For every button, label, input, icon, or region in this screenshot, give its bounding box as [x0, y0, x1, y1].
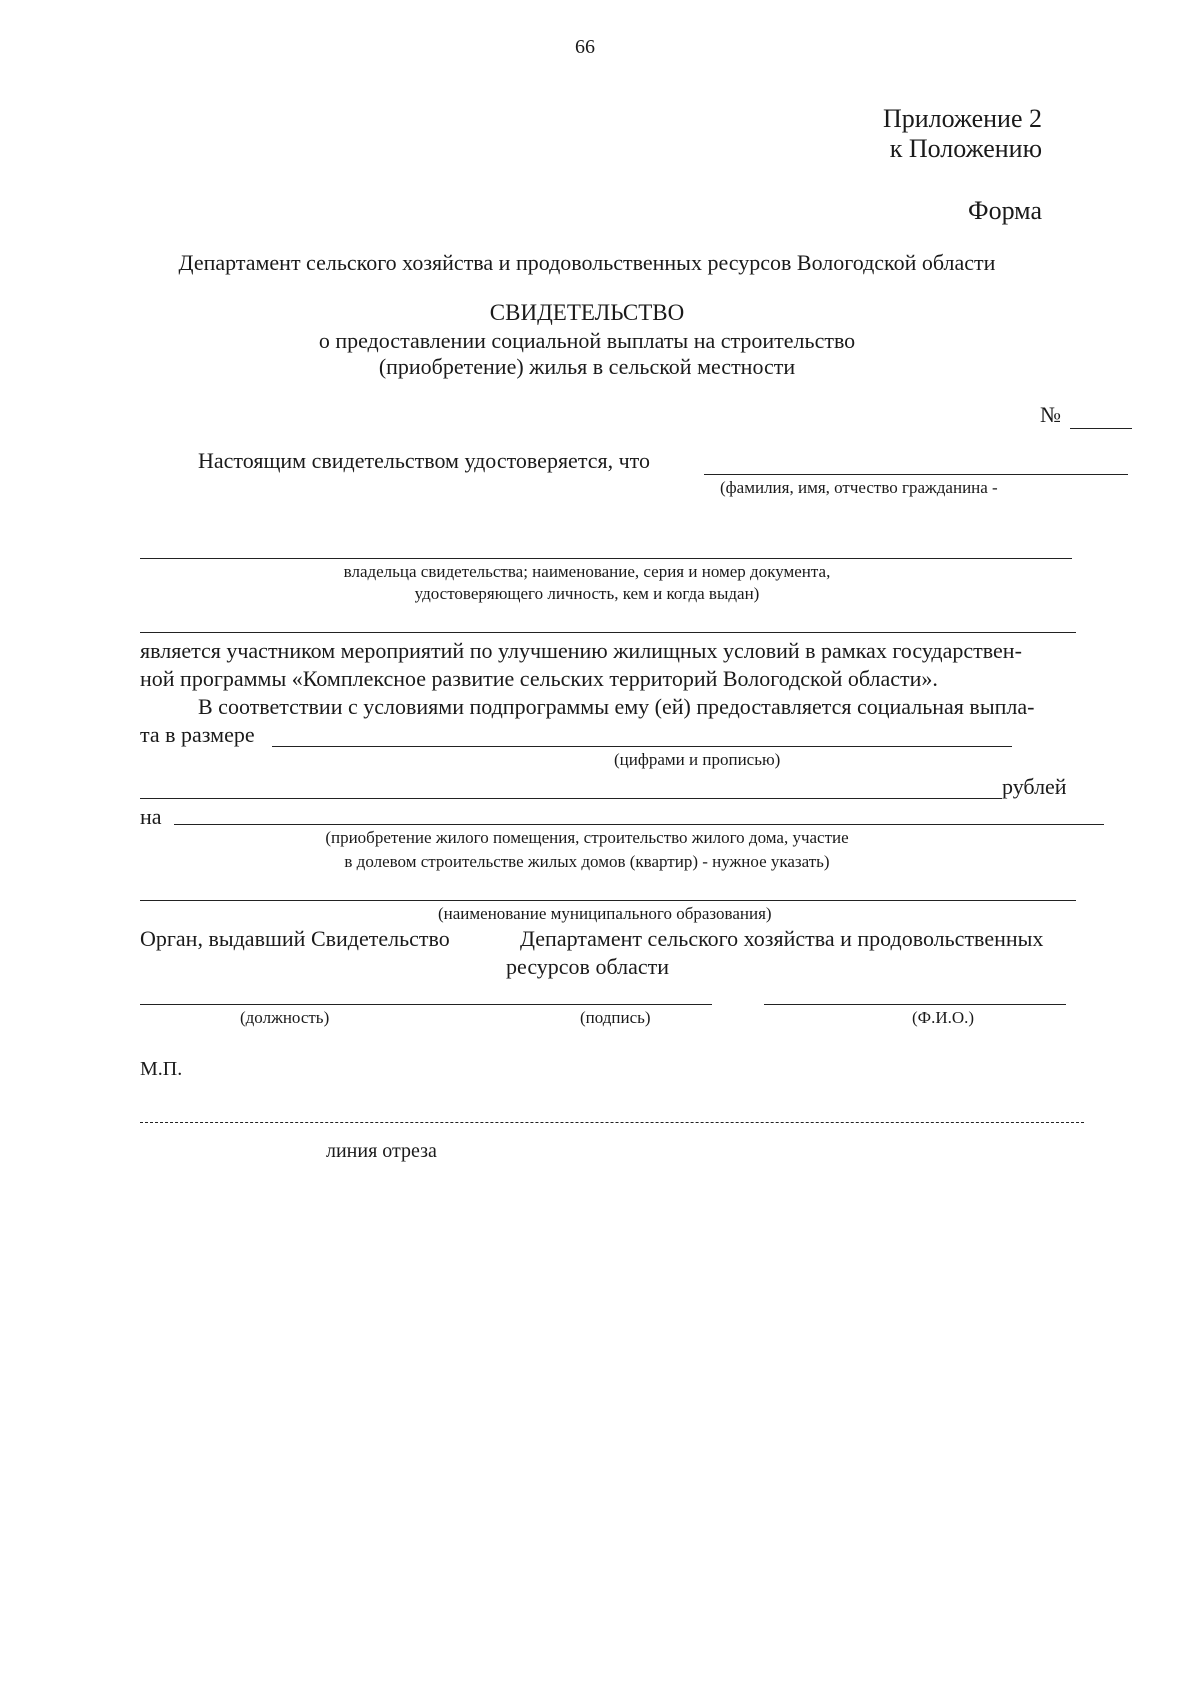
stamp-placeholder: М.П. [140, 1058, 183, 1080]
fio-signature-hint: (Ф.И.О.) [912, 1008, 975, 1027]
purpose-hint-1: (приобретение жилого помещения, строительство жилого дома, участие [325, 828, 849, 847]
owner-hint-1: владельца свидетельства; наименование, серия и номер документа, [343, 562, 831, 581]
owner-field-line [140, 558, 1072, 559]
position-signature-line [140, 1004, 712, 1005]
purpose-field-line [174, 824, 1104, 825]
rubles-label: рублей [1002, 774, 1067, 799]
certificate-subtitle-1: о предоставлении социальной выплаты на строительство [318, 328, 856, 353]
issuer-label: Орган, выдавший Свидетельство [140, 926, 450, 951]
participant-text-1: является участником мероприятий по улучшению жилищных условий в рамках государствен- [140, 638, 1022, 663]
municipality-field-line [140, 900, 1076, 901]
fio-signature-line [764, 1004, 1066, 1005]
department-heading: Департамент сельского хозяйства и продовольственных ресурсов Вологодской области [178, 250, 996, 275]
number-label: № [1040, 402, 1061, 427]
issuer-value-1: Департамент сельского хозяйства и продовольственных [520, 926, 1044, 951]
position-hint: (должность) [240, 1008, 330, 1027]
amount-field-line [272, 746, 1012, 747]
purpose-hint-2: в долевом строительстве жилых домов (квартир) - нужное указать) [344, 852, 830, 871]
certificate-subtitle-2: (приобретение) жилья в сельской местности [378, 354, 796, 379]
on-label: на [140, 804, 162, 829]
cut-line [140, 1122, 1084, 1123]
amount-hint: (цифрами и прописью) [614, 750, 781, 769]
owner-hint-2: удостоверяющего личность, кем и когда выдан) [414, 584, 760, 603]
document-field-line [140, 632, 1076, 633]
certificate-title: СВИДЕТЕЛЬСТВО [489, 300, 685, 325]
cut-line-label: линия отреза [326, 1140, 437, 1162]
fio-hint: (фамилия, имя, отчество гражданина - [720, 478, 998, 497]
municipality-hint: (наименование муниципального образования) [438, 904, 772, 923]
form-label: Форма [968, 196, 1042, 225]
accordance-text-2: та в размере [140, 722, 255, 747]
number-field-line [1070, 428, 1132, 429]
appendix-line-1: Приложение 2 [882, 104, 1042, 133]
certify-text: Настоящим свидетельством удостоверяется, что [198, 448, 650, 473]
issuer-value-2: ресурсов области [506, 954, 669, 979]
fio-field-line [704, 474, 1128, 475]
accordance-text-1: В соответствии с условиями подпрограммы ему (ей) предоставляется социальная выпла- [198, 694, 1035, 719]
participant-text-2: ной программы «Комплексное развитие сельских территорий Вологодской области». [140, 666, 938, 691]
page-number: 66 [575, 36, 595, 58]
appendix-line-2: к Положению [889, 134, 1042, 163]
amount-words-field-line [140, 798, 1002, 799]
signature-hint: (подпись) [580, 1008, 651, 1027]
